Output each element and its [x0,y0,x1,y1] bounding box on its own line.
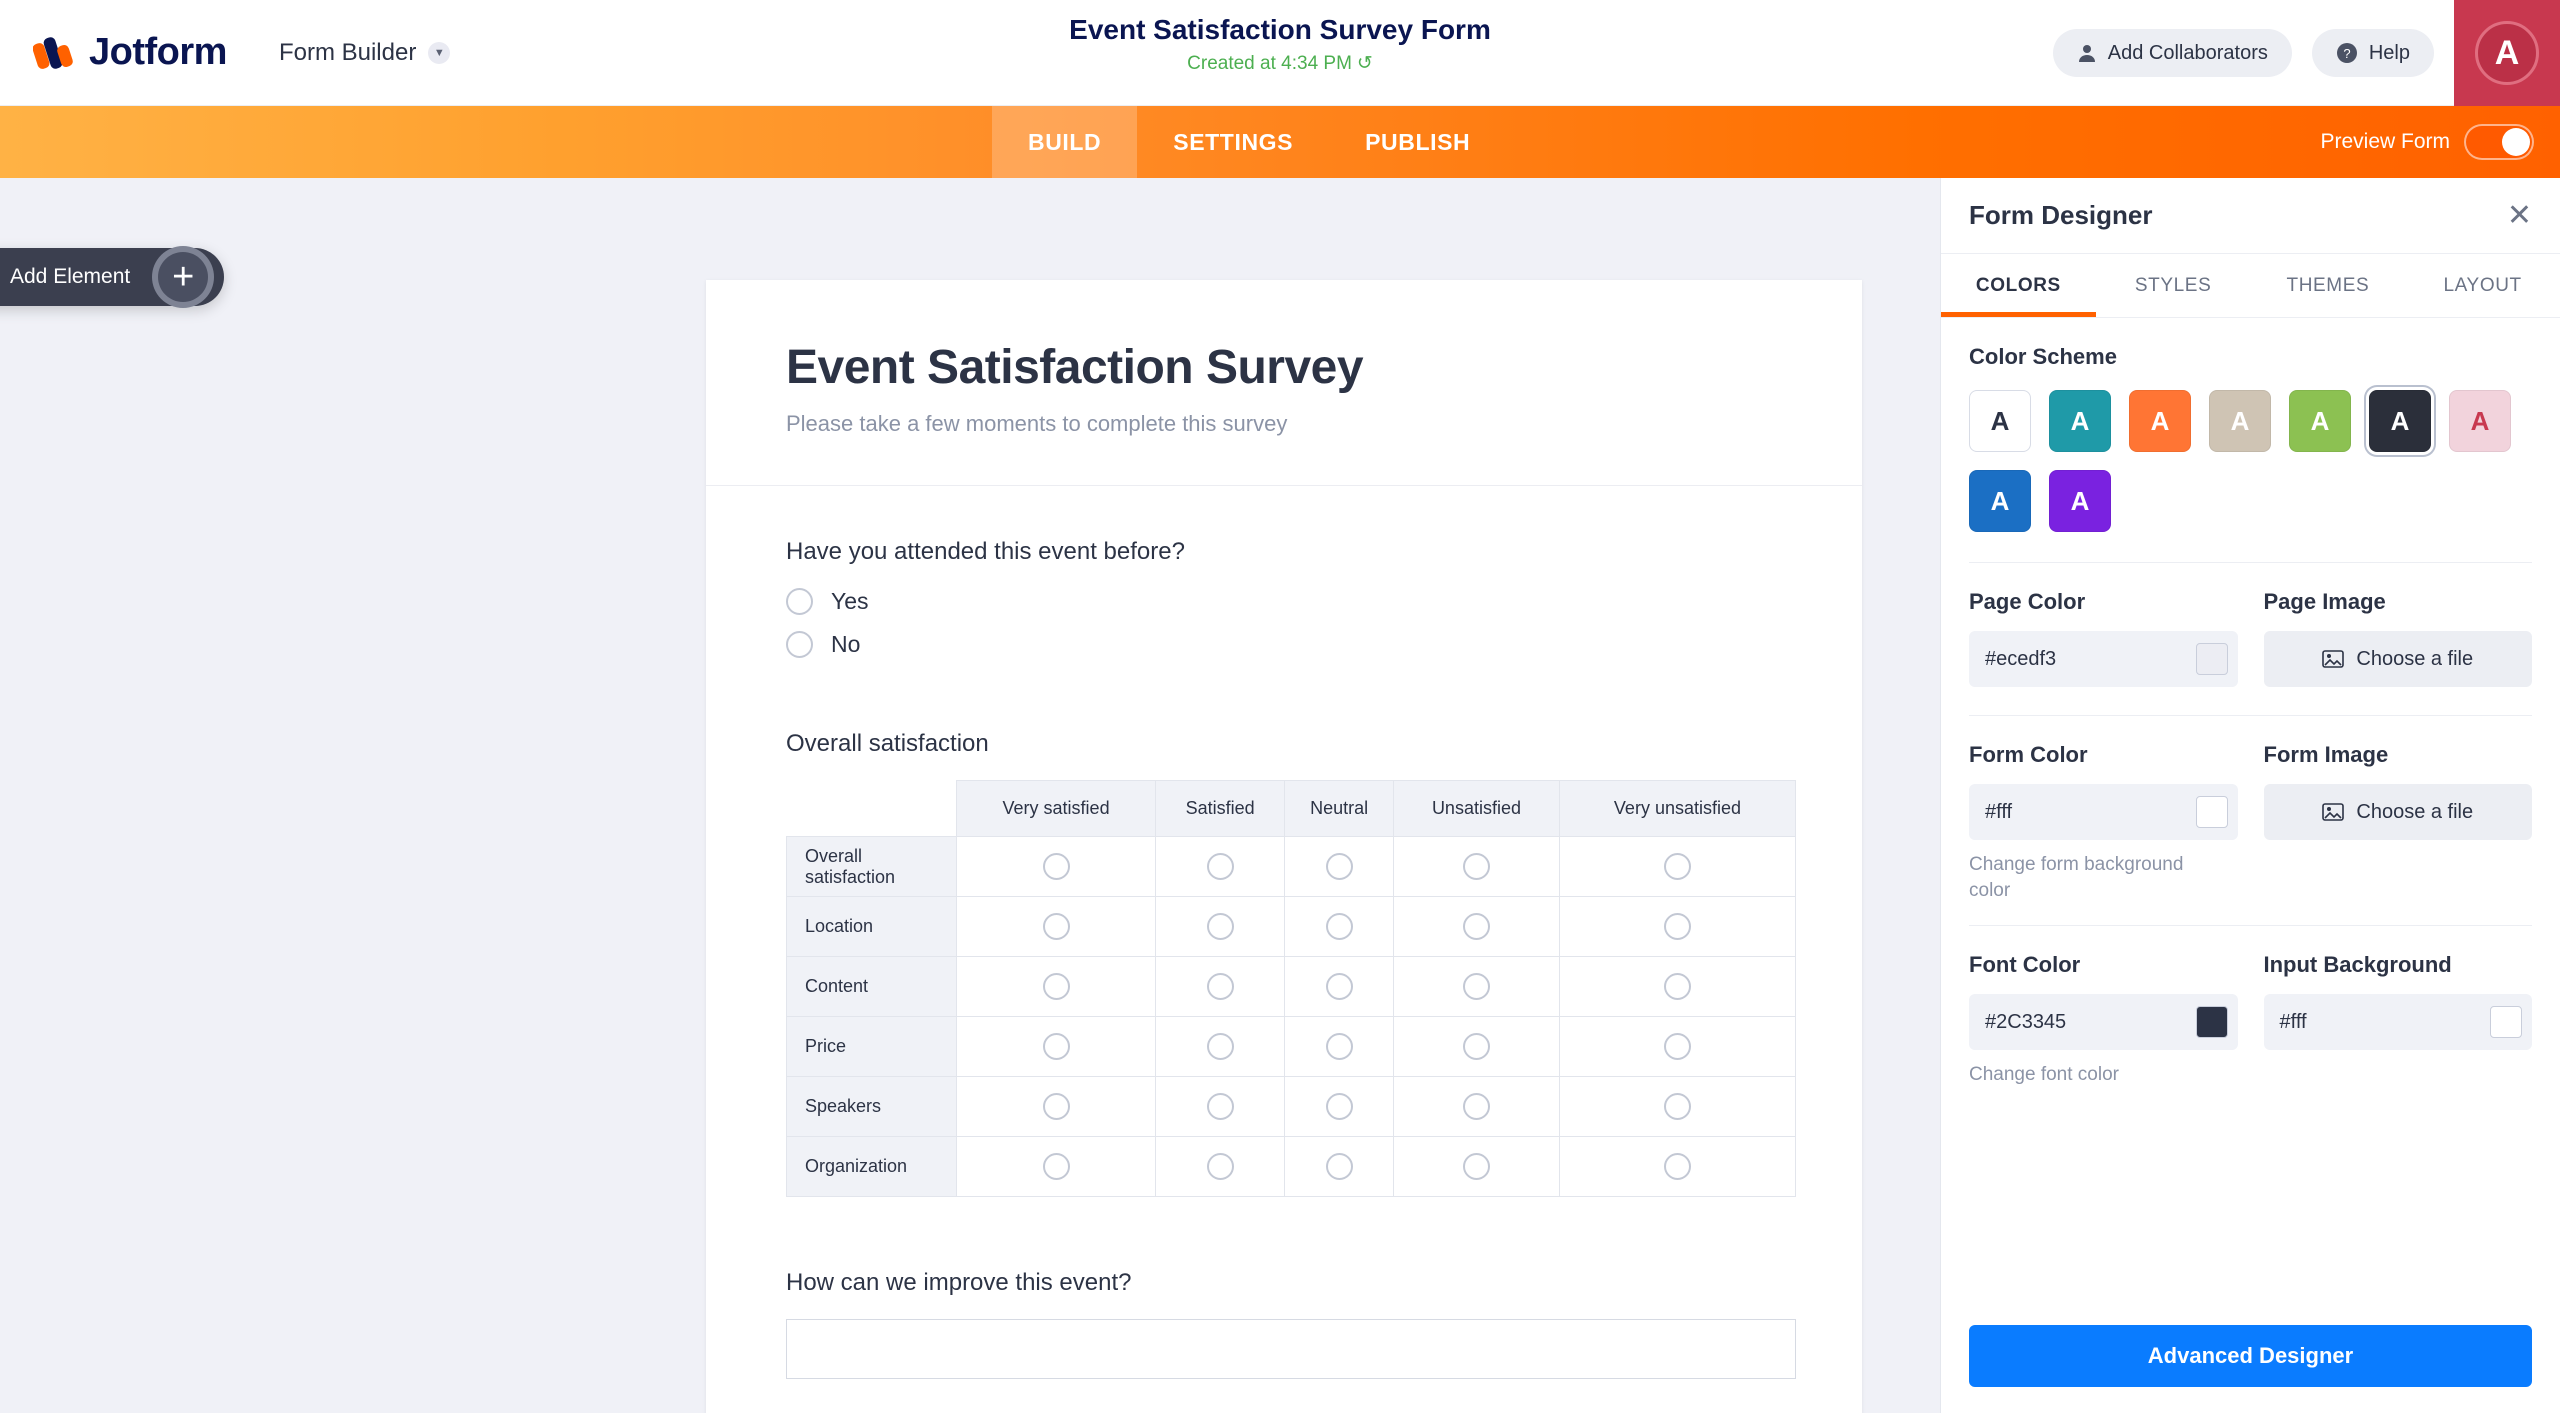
radio-icon[interactable] [1463,913,1490,940]
form-title-block [1069,14,1491,75]
created-at-text [1069,52,1491,75]
font-color-label: Font Color [1969,952,2081,978]
avatar-initial: A [2475,21,2539,85]
option-label: Yes [831,588,869,614]
input-background-field [2264,952,2533,1050]
jotform-logo-icon [33,33,75,73]
radio-icon[interactable] [1326,853,1353,880]
matrix-head [787,781,1796,837]
page-image-button-label: Choose a file [2356,647,2474,670]
matrix-cell[interactable] [1285,897,1394,957]
question-1-option-yes[interactable] [786,588,1782,615]
radio-icon[interactable] [1463,1033,1490,1060]
matrix-cell[interactable] [1394,837,1560,897]
radio-icon[interactable] [1463,1153,1490,1180]
radio-icon[interactable] [1207,973,1234,1000]
preview-form-toggle[interactable] [2464,124,2534,160]
form-header [706,280,1862,486]
matrix-cell[interactable] [1285,1077,1394,1137]
matrix-col-header: Very satisfied [957,781,1156,837]
form-color-label: Form Color [1969,742,2088,767]
color-swatch-2[interactable]: A [2049,390,2111,452]
matrix-col-header: Neutral [1285,781,1394,837]
radio-icon[interactable] [1326,913,1353,940]
form-color-value: #fff [1985,800,2013,823]
radio-icon[interactable] [1043,1153,1070,1180]
form-builder-dropdown[interactable] [279,39,450,67]
form-image-label: Form Image [2263,742,2389,767]
help-icon [2336,42,2358,64]
matrix-row-header: Speakers [787,1077,957,1137]
radio-icon[interactable] [1043,1093,1070,1120]
matrix-cell[interactable] [957,1017,1156,1077]
form-builder-label: Form Builder [278,38,417,66]
matrix-cell[interactable] [1559,897,1795,957]
radio-icon[interactable] [786,588,813,615]
page-image-choose-file-button[interactable] [2264,631,2533,687]
form-subheading[interactable]: Please take a few moments to complete this survey [786,411,1288,436]
page-color-label: Page Color [1969,589,2086,614]
matrix-row-header: Overall satisfaction [787,837,957,897]
question-3-label[interactable]: How can we improve this event? [786,1269,1132,1296]
matrix-cell[interactable] [1285,957,1394,1017]
help-label: Help [2368,41,2410,64]
radio-icon[interactable] [1043,853,1070,880]
matrix-cell[interactable] [957,1077,1156,1137]
matrix-cell[interactable] [1559,1137,1795,1197]
matrix-cell[interactable] [1156,957,1285,1017]
image-icon [2322,802,2344,822]
matrix-row-header: Location [787,897,957,957]
radio-icon[interactable] [1664,973,1691,1000]
preview-form-label: Preview Form [2320,130,2450,153]
toggle-knob [2502,128,2530,156]
table-row [787,837,1796,897]
font-row [1941,926,2560,1050]
tab-publish[interactable]: PUBLISH [1365,128,1471,155]
matrix-body [787,837,1796,1197]
radio-icon[interactable] [1664,853,1691,880]
font-color-hint: Change font color [1969,1064,2119,1086]
matrix-cell[interactable] [957,897,1156,957]
page-color-field [1969,589,2238,687]
page-row [1941,563,2560,687]
matrix-cell[interactable] [1156,1077,1285,1137]
matrix-row-header: Content [787,957,957,1017]
form-color-field [1969,742,2238,840]
form-canvas [0,178,1940,1413]
close-icon[interactable]: ✕ [2506,198,2532,232]
matrix-cell[interactable] [1156,1137,1285,1197]
font-color-field [1969,952,2238,1050]
input-background-chip[interactable] [2490,1006,2522,1038]
satisfaction-matrix [786,780,1796,1197]
matrix-cell[interactable] [1285,837,1394,897]
matrix-cell[interactable] [1559,1017,1795,1077]
font-color-value: #2C3345 [1985,1010,2067,1033]
radio-icon[interactable] [1326,973,1353,1000]
form-heading[interactable]: Event Satisfaction Survey [786,341,1364,394]
page-title[interactable]: Event Satisfaction Survey Form [1069,14,1491,45]
matrix-cell[interactable] [1559,837,1795,897]
color-swatch-9[interactable]: A [2049,470,2111,532]
matrix-row-header: Organization [787,1137,957,1197]
matrix-cell[interactable] [1394,1137,1560,1197]
matrix-cell[interactable] [1394,957,1560,1017]
tab-layout[interactable]: LAYOUT [2443,274,2522,296]
matrix-cell[interactable] [1559,957,1795,1017]
question-1-label[interactable]: Have you attended this event before? [786,538,1185,565]
color-swatch-3[interactable]: A [2129,390,2191,452]
radio-icon[interactable] [1043,913,1070,940]
jotform-logo[interactable] [33,31,227,74]
nav-tabs [992,106,1506,178]
radio-icon[interactable] [1043,1033,1070,1060]
top-bar [0,0,2560,106]
radio-icon[interactable] [1207,913,1234,940]
color-swatch-5[interactable]: A [2289,390,2351,452]
add-collaborators-button[interactable] [2053,29,2292,77]
radio-icon[interactable] [1326,1153,1353,1180]
table-row [787,1017,1796,1077]
matrix-cell[interactable] [1156,1017,1285,1077]
input-background-label: Input Background [2263,952,2452,978]
image-icon [2322,649,2344,669]
radio-icon[interactable] [1207,1093,1234,1120]
radio-icon[interactable] [1207,1153,1234,1180]
svg-text:?: ? [2343,46,2351,61]
add-element-button[interactable] [0,248,224,306]
tab-themes[interactable]: THEMES [2286,274,2370,296]
jotform-logo-text: Jotform [89,31,227,73]
created-at-label: Created at 4:34 PM [1187,53,1352,74]
table-row [787,1077,1796,1137]
matrix-header-row [787,781,1796,837]
radio-icon[interactable] [1664,913,1691,940]
form-body [706,486,1862,1379]
tab-settings[interactable]: SETTINGS [1173,128,1294,155]
designer-title: Form Designer [1969,200,2153,230]
font-color-input[interactable] [1969,994,2238,1050]
form-image-choose-file-button[interactable] [2264,784,2533,840]
plus-icon[interactable]: + [152,246,214,308]
color-swatch-6[interactable]: A [2369,390,2431,452]
radio-icon[interactable] [1043,973,1070,1000]
matrix-row-header: Price [787,1017,957,1077]
question-2-label[interactable]: Overall satisfaction [786,730,989,757]
tab-colors[interactable]: COLORS [1941,254,2096,317]
input-background-input[interactable] [2264,994,2533,1050]
form-color-chip[interactable] [2196,796,2228,828]
radio-icon[interactable] [1207,853,1234,880]
color-swatch-4[interactable]: A [2209,390,2271,452]
page-color-input[interactable] [1969,631,2238,687]
matrix-cell[interactable] [1285,1017,1394,1077]
form-color-input[interactable] [1969,784,2238,840]
radio-icon[interactable] [1463,853,1490,880]
matrix-cell[interactable] [1285,1137,1394,1197]
matrix-cell[interactable] [957,837,1156,897]
form-row [1941,716,2560,840]
undo-icon[interactable]: ↺ [1356,53,1373,74]
form-color-hint: Change form background color [1969,854,2184,901]
radio-icon[interactable] [1664,1093,1691,1120]
matrix-cell[interactable] [1394,897,1560,957]
page-color-value: #ecedf3 [1985,647,2057,670]
page-color-chip[interactable] [2196,643,2228,675]
top-bar-right [2053,0,2560,106]
matrix-cell[interactable] [1156,837,1285,897]
radio-icon[interactable] [786,631,813,658]
form-image-field [2264,742,2533,840]
table-row [787,897,1796,957]
radio-icon[interactable] [1664,1033,1691,1060]
color-swatch-1[interactable]: A [1969,390,2031,452]
avatar[interactable] [2454,0,2560,106]
color-swatch-7[interactable]: A [2449,390,2511,452]
table-row [787,1137,1796,1197]
matrix-col-header: Unsatisfied [1394,781,1560,837]
chevron-down-icon: ▼ [428,42,450,64]
question-1-option-no[interactable] [786,631,1782,658]
tab-styles[interactable]: STYLES [2134,274,2212,296]
radio-icon[interactable] [1207,1033,1234,1060]
person-icon [2077,43,2097,63]
font-color-chip[interactable] [2196,1006,2228,1038]
improve-textarea[interactable] [786,1319,1796,1379]
radio-icon[interactable] [1463,1093,1490,1120]
matrix-cell[interactable] [957,1137,1156,1197]
spacer [786,674,1782,730]
matrix-corner [787,781,957,837]
color-scheme-section [1941,318,2560,563]
help-button[interactable] [2312,29,2434,77]
matrix-cell[interactable] [957,957,1156,1017]
matrix-cell[interactable] [1559,1077,1795,1137]
designer-header [1941,178,2560,254]
option-label: No [831,631,861,657]
matrix-cell[interactable] [1394,1077,1560,1137]
radio-icon[interactable] [1664,1153,1691,1180]
tab-build[interactable]: BUILD [992,106,1137,178]
radio-icon[interactable] [1326,1093,1353,1120]
add-collaborators-label: Add Collaborators [2107,41,2268,64]
form-image-button-label: Choose a file [2356,800,2474,823]
color-swatch-8[interactable]: A [1969,470,2031,532]
matrix-cell[interactable] [1394,1017,1560,1077]
radio-icon[interactable] [1326,1033,1353,1060]
matrix-col-header: Satisfied [1156,781,1285,837]
color-scheme-swatches [1969,390,2532,532]
add-element-label: Add Element [10,265,131,288]
page-image-field [2264,589,2533,687]
form-preview-card [706,280,1862,1413]
advanced-designer-button[interactable]: Advanced Designer [1969,1325,2532,1387]
input-background-value: #fff [2279,1010,2307,1033]
page-image-label: Page Image [2263,589,2386,614]
main-nav [0,106,2560,178]
table-row [787,957,1796,1017]
matrix-cell[interactable] [1156,897,1285,957]
form-designer-panel [1940,178,2560,1413]
designer-tabs [1941,254,2560,318]
preview-form-control [2320,106,2560,178]
color-scheme-title: Color Scheme [1969,344,2117,369]
matrix-col-header: Very unsatisfied [1559,781,1795,837]
radio-icon[interactable] [1463,973,1490,1000]
